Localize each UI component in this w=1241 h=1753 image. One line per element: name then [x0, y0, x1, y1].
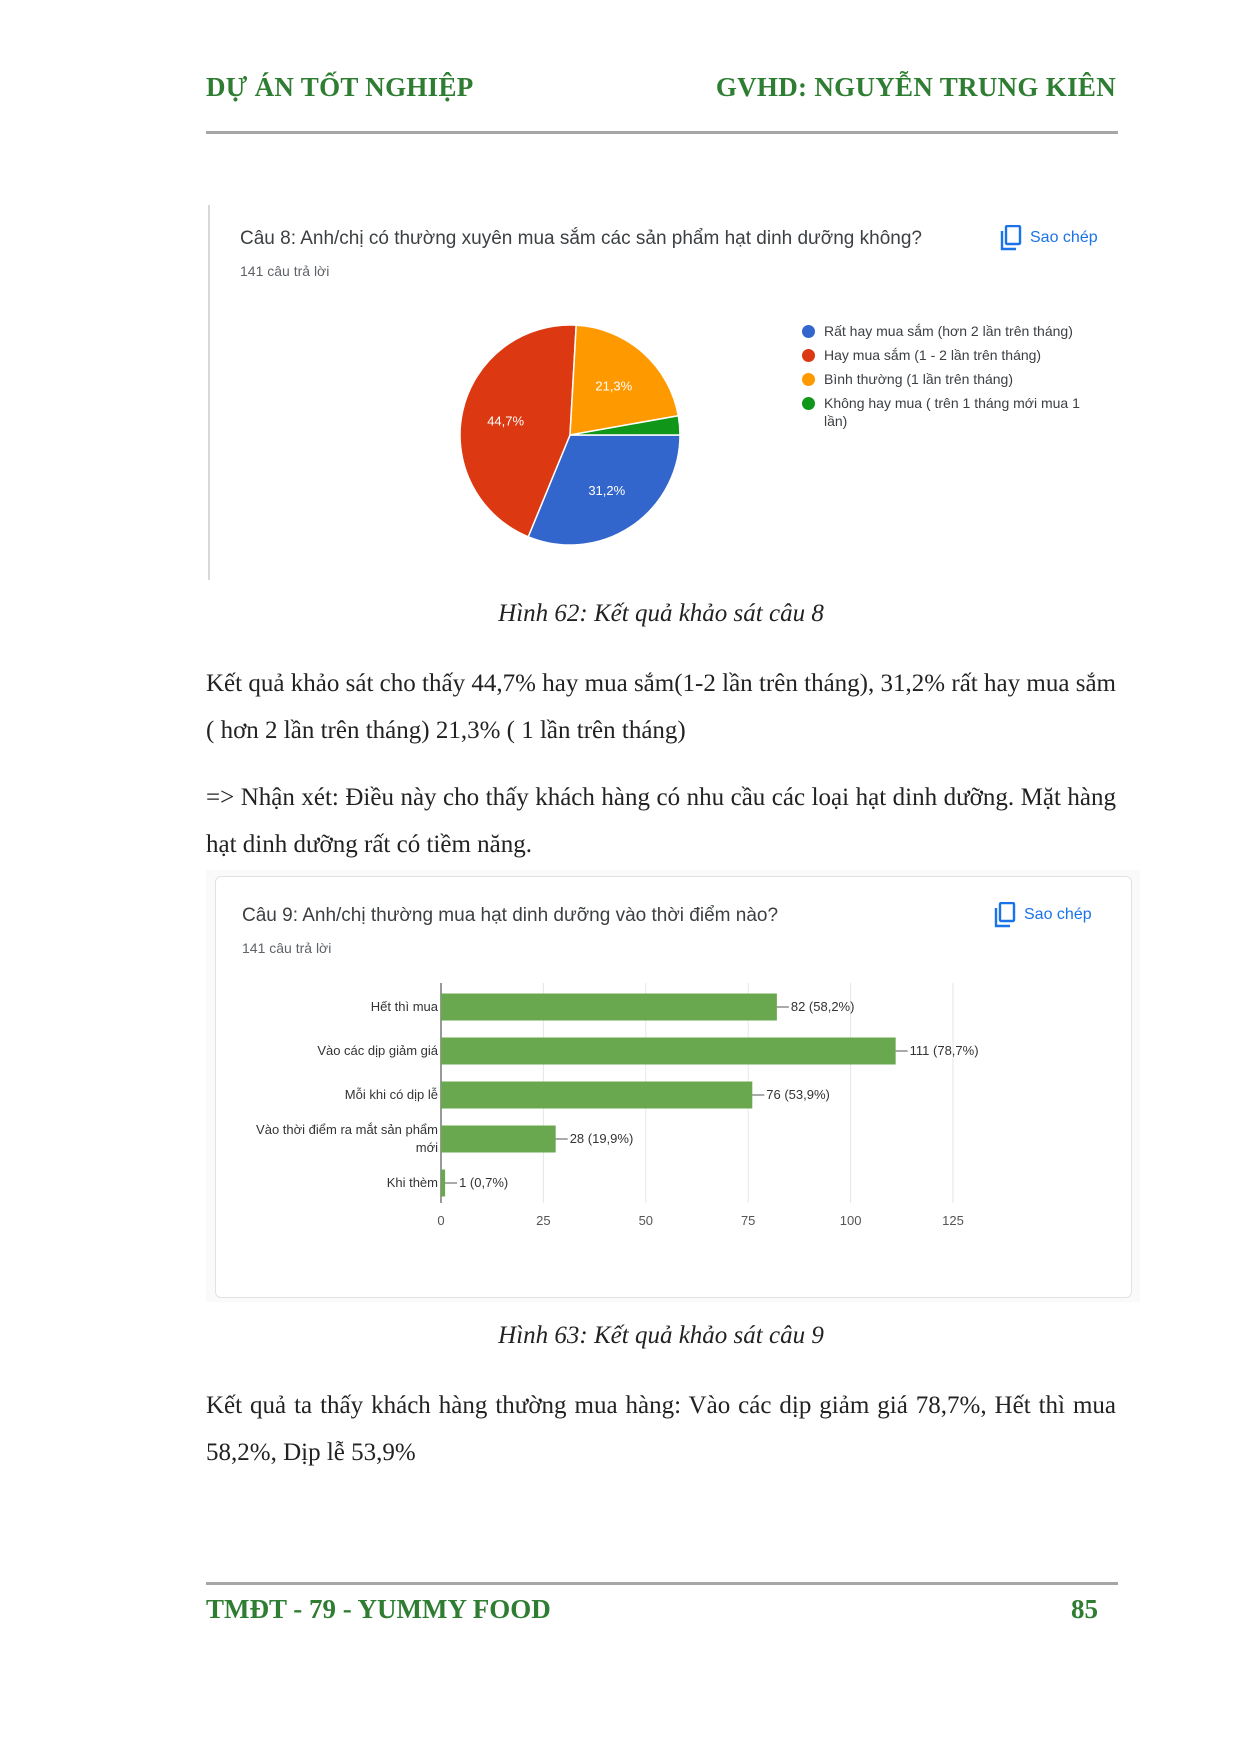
bar — [441, 994, 777, 1021]
data-label: 1 (0,7%) — [459, 1175, 509, 1190]
survey-card-q8 — [208, 205, 1120, 580]
paragraph-result-q9: Kết quả ta thấy khách hàng thường mua hàng: Vào các dịp giảm giá 78,7%, Hết thì mua 58,2%, Dịp lễ 53,9% — [206, 1392, 1116, 1466]
bar — [441, 1038, 896, 1065]
footer-title: TMĐT - 79 - YUMMY FOOD — [206, 1594, 551, 1624]
data-label: 82 (58,2%) — [790, 999, 855, 1014]
copy-icon — [994, 902, 1016, 928]
legend-label: Hay mua sắm (1 - 2 lần trên tháng) — [824, 347, 1042, 363]
legend-swatch — [802, 373, 815, 386]
pie-slice-label: 44,7% — [487, 413, 525, 429]
category-label: Hết thì mua — [370, 999, 438, 1014]
x-tick-label: 125 — [942, 1213, 964, 1228]
question-title: Câu 9: Anh/chị thường mua hạt dinh dưỡng vào thời điểm nào? — [242, 905, 779, 926]
x-tick-label: 25 — [536, 1213, 551, 1228]
legend-label: Không hay mua ( trên 1 tháng mới mua 1 lần) — [824, 395, 1080, 429]
legend-label: Rất hay mua sắm (hơn 2 lần trên tháng) — [824, 323, 1073, 339]
response-count: 141 câu trả lời — [240, 263, 330, 279]
pie-chart — [370, 305, 770, 565]
data-label: 28 (19,9%) — [569, 1131, 634, 1146]
bar-chart — [216, 977, 1096, 1257]
copy-button[interactable] — [994, 902, 1092, 928]
legend-swatch — [802, 349, 815, 362]
legend-label: Bình thường (1 lần trên tháng) — [824, 371, 1013, 387]
category-label: Vào thời điểm ra mắt sản phẩm mới — [256, 1122, 438, 1155]
pie-slice-label: 21,3% — [595, 378, 633, 394]
footer-divider — [206, 1582, 1118, 1585]
question-title: Câu 8: Anh/chị có thường xuyên mua sắm các sản phẩm hạt dinh dưỡng không? — [240, 228, 922, 249]
legend-swatch — [802, 325, 815, 338]
paragraph-result-q8: Kết quả khảo sát cho thấy 44,7% hay mua sắm(1-2 lần trên tháng), 31,2% rất hay mua sắm ( hơn 2 lần trên tháng) 21,3% ( 1 lần trên tháng) — [206, 670, 1116, 744]
category-label: Vào các dịp giảm giá — [317, 1043, 438, 1058]
x-tick-label: 75 — [740, 1213, 756, 1228]
page-header — [206, 72, 1116, 112]
figure-caption-63: Hình 63: Kết quả khảo sát câu 9 — [498, 1322, 824, 1349]
header-project-title: DỰ ÁN TỐT NGHIỆP — [206, 72, 474, 102]
header-divider — [206, 131, 1118, 134]
legend-swatch — [802, 397, 815, 410]
x-tick-label: 100 — [839, 1213, 862, 1228]
copy-icon — [1000, 225, 1022, 251]
pie-slice-label: 31,2% — [588, 482, 626, 498]
category-label: Khi thèm — [386, 1175, 438, 1190]
bar — [441, 1082, 752, 1109]
x-tick-label: 50 — [638, 1213, 654, 1228]
legend-item — [802, 322, 1102, 340]
bar — [441, 1126, 556, 1153]
copy-label: Sao chép — [1024, 906, 1092, 923]
legend-item — [802, 394, 1102, 430]
figure-caption-62: Hình 62: Kết quả khảo sát câu 8 — [498, 600, 824, 627]
paragraph-comment: => Nhận xét: Điều này cho thấy khách hàng có nhu cầu các loại hạt dinh dưỡng. Mặt hàng hạt dinh dưỡng rất có tiềm năng. — [206, 784, 1116, 858]
x-tick-label: 0 — [437, 1213, 445, 1228]
data-label: 76 (53,9%) — [766, 1087, 830, 1102]
header-supervisor: GVHD: NGUYỄN TRUNG KIÊN — [715, 72, 1116, 102]
survey-card-q9 — [206, 870, 1140, 1302]
pie-legend — [802, 322, 1102, 436]
data-label: 111 (78,7%) — [909, 1043, 979, 1058]
bar — [441, 1170, 445, 1197]
category-label: Mỗi khi có dịp lễ — [344, 1087, 438, 1102]
page-number: 85 — [1071, 1594, 1098, 1624]
response-count: 141 câu trả lời — [242, 940, 332, 956]
legend-item — [802, 346, 1102, 364]
copy-button[interactable] — [1000, 225, 1098, 251]
copy-label: Sao chép — [1030, 229, 1098, 246]
page-footer — [206, 1594, 1098, 1634]
survey-card-inner — [215, 876, 1132, 1298]
legend-item — [802, 370, 1102, 388]
